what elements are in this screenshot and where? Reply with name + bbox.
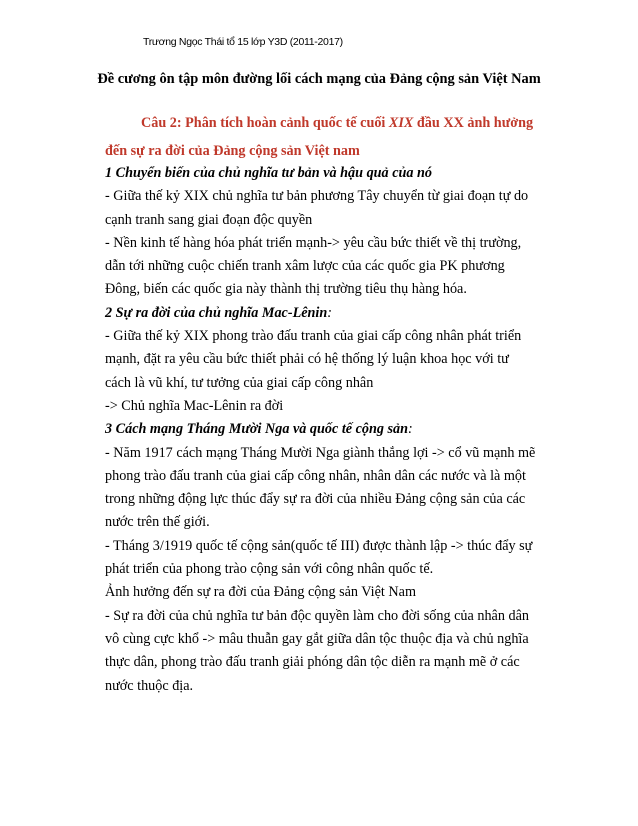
- impact-paragraph: - Sự ra đời của chủ nghĩa tư bản độc quyền làm cho đời sống của nhân dân vô cùng cực khổ -> mâu thuẫn gay gắt giữa dân tộc thuộc địa và chủ nghĩa thực dân, phong trào đấu tranh giải phóng dân tộc diễn ra mạnh mẽ ở các nước thuộc địa.: [105, 607, 529, 694]
- section-2-paragraph: - Giữa thế kỷ XIX phong trào đấu tranh của giai cấp công nhân phát triển mạnh, đặt ra yêu cầu bức thiết phải có hệ thống lý luận khoa học với tư cách là vũ khí, tư tưởng của giai cấp công nhân: [105, 328, 522, 391]
- question-century: XIX: [388, 115, 414, 131]
- section-2-paragraph: -> Chủ nghĩa Mac-Lênin ra đời: [105, 397, 284, 414]
- section-1-paragraph: - Nền kinh tế hàng hóa phát triển mạnh-> yêu cầu bức thiết về thị trường, dẫn tới những cuộc chiến tranh xâm lược của các quốc gia PK phương Đông, biến các quốc gia này thành thị trường tiêu thụ hàng hóa.: [105, 234, 522, 298]
- question-part1: Câu 2: Phân tích hoàn cảnh quốc tế cuối: [141, 115, 389, 131]
- document-title: Đề cương ôn tập môn đường lối cách mạng của Đảng cộng sản Việt Nam: [97, 71, 541, 87]
- section-3-paragraph: - Năm 1917 cách mạng Tháng Mười Nga giành thắng lợi -> cổ vũ mạnh mẽ phong trào đấu tranh của giai cấp công nhân, nhân dân các nước và là một trong những động lực thúc đẩy sự ra đời của nhiều Đảng cộng sản của các nước trên thế giới.: [105, 444, 536, 531]
- section-1-heading: 1 Chuyển biến của chủ nghĩa tư bản và hậu quả của nó: [105, 165, 433, 181]
- document-body: [105, 162, 538, 698]
- section-1-paragraph: - Giữa thế kỷ XIX chủ nghĩa tư bản phương Tây chuyển từ giai đoạn tự do cạnh tranh sang giai đoạn độc quyền: [105, 188, 529, 228]
- section-3-paragraph: - Tháng 3/1919 quốc tế cộng sản(quốc tế III) được thành lập -> thúc đẩy sự phát triển của phong trào cộng sản với công nhân quốc tế.: [105, 537, 533, 578]
- page-header: Trương Ngọc Thái tổ 15 lớp Y3D (2011-2017): [143, 36, 343, 48]
- impact-heading: Ảnh hưởng đến sự ra đời của Đảng cộng sản Việt Nam: [105, 584, 416, 601]
- section-3-heading: 3 Cách mạng Tháng Mười Nga và quốc tế cộng sản:: [105, 421, 413, 438]
- question-part2: đầu XX ảnh hưởng đến sự ra đời của Đảng cộng sản Việt nam: [105, 115, 534, 159]
- section-2-heading: 2 Sự ra đời của chủ nghĩa Mac-Lênin:: [105, 304, 332, 321]
- question-heading: [105, 109, 537, 165]
